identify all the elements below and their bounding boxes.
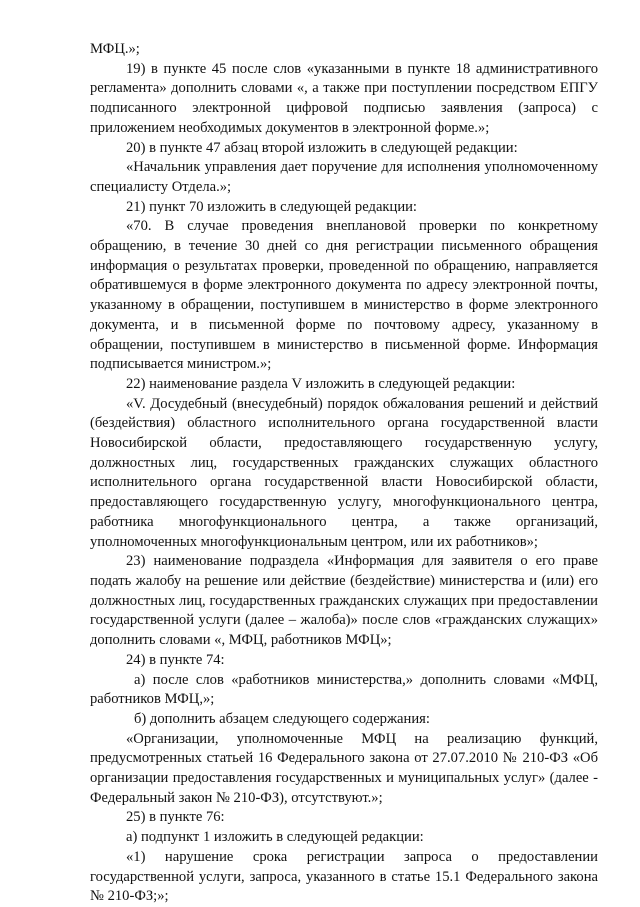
paragraph-item-25-a: а) подпункт 1 изложить в следующей редакции: [126,829,424,846]
paragraph-item-24-a: а) после слов «работников министерства,» дополнить словами «МФЦ, работников МФЦ,»; [90,671,598,708]
paragraph-item-25: 25) в пункте 76: [126,809,225,826]
paragraph-item-22-quote: «V. Досудебный (внесудебный) порядок обжалования решений и действий (бездействия) областного исполнительного органа государственной власти Новосибирской области, предоставляющего государственную услугу, должностных лиц, государственных гражданских служащих областного исполнительного органа государственной власти Новосибирской области, предоставляющего государственную услугу, многофункционального центра, работника многофункционального центра, а также организаций, уполномоченных многофункциональным центром, или их работников»; [90,395,598,550]
paragraph-item-24-b: б) дополнить абзацем следующего содержания: [134,710,430,727]
paragraph-mfc-end: МФЦ.»; [90,41,140,57]
paragraph-item-20-quote: «Начальник управления дает поручение для исполнения уполномоченному специалисту Отдела.»; [90,159,598,195]
paragraph-item-19: 19) в пункте 45 после слов «указанными в пункте 18 административного регламента» дополнить словами «, а также при поступлении посредством ЕПГУ подписанного электронной цифровой подписью заявления (запроса) с приложением необходимых документов в электронной форме.»; [90,60,598,136]
paragraph-item-24: 24) в пункте 74: [126,651,225,668]
paragraph-item-25-a-quote: «1) нарушение срока регистрации запроса о предоставлении государственной услуги, запроса, указанного в статье 15.1 Федерального закона № 210-ФЗ;»; [90,848,598,905]
paragraph-item-23: 23) наименование подраздела «Информация для заявителя о его праве подать жалобу на решение или действие (бездействие) министерства и (или) его должностных лиц, государственных гражданских служащих при предоставлении государственной услуги (далее – жалоба)» после слов «гражданских служащих» дополнить словами «, МФЦ, работников МФЦ»; [90,553,598,649]
paragraph-item-22: 22) наименование раздела V изложить в следующей редакции: [126,375,516,392]
paragraph-item-24-b-quote: «Организации, уполномоченные МФЦ на реализацию функций, предусмотренных статьей 16 Федерального закона от 27.07.2010 № 210-ФЗ «Об организации предоставления государственных и муниципальных услуг» (далее - Федеральный закон № 210-ФЗ), отсутствуют.»; [90,730,598,806]
document-page [90,40,598,907]
paragraph-item-21-quote: «70. В случае проведения внеплановой проверки по конкретному обращению, в течение 30 дней со дня регистрации письменного обращения информация о результатах проверки, проведенной по обращению, направляется обратившемуся в форме электронного документа по адресу электронной почты, указанному в обращении, поступившем в министерство в форме электронного документа, и в письменной форме по почтовому адресу, указанному в обращении, поступившем в министерство в письменной форме. Информация подписывается министром.»; [90,218,598,373]
paragraph-item-20: 20) в пункте 47 абзац второй изложить в следующей редакции: [126,139,518,156]
paragraph-item-21: 21) пункт 70 изложить в следующей редакции: [126,198,417,215]
